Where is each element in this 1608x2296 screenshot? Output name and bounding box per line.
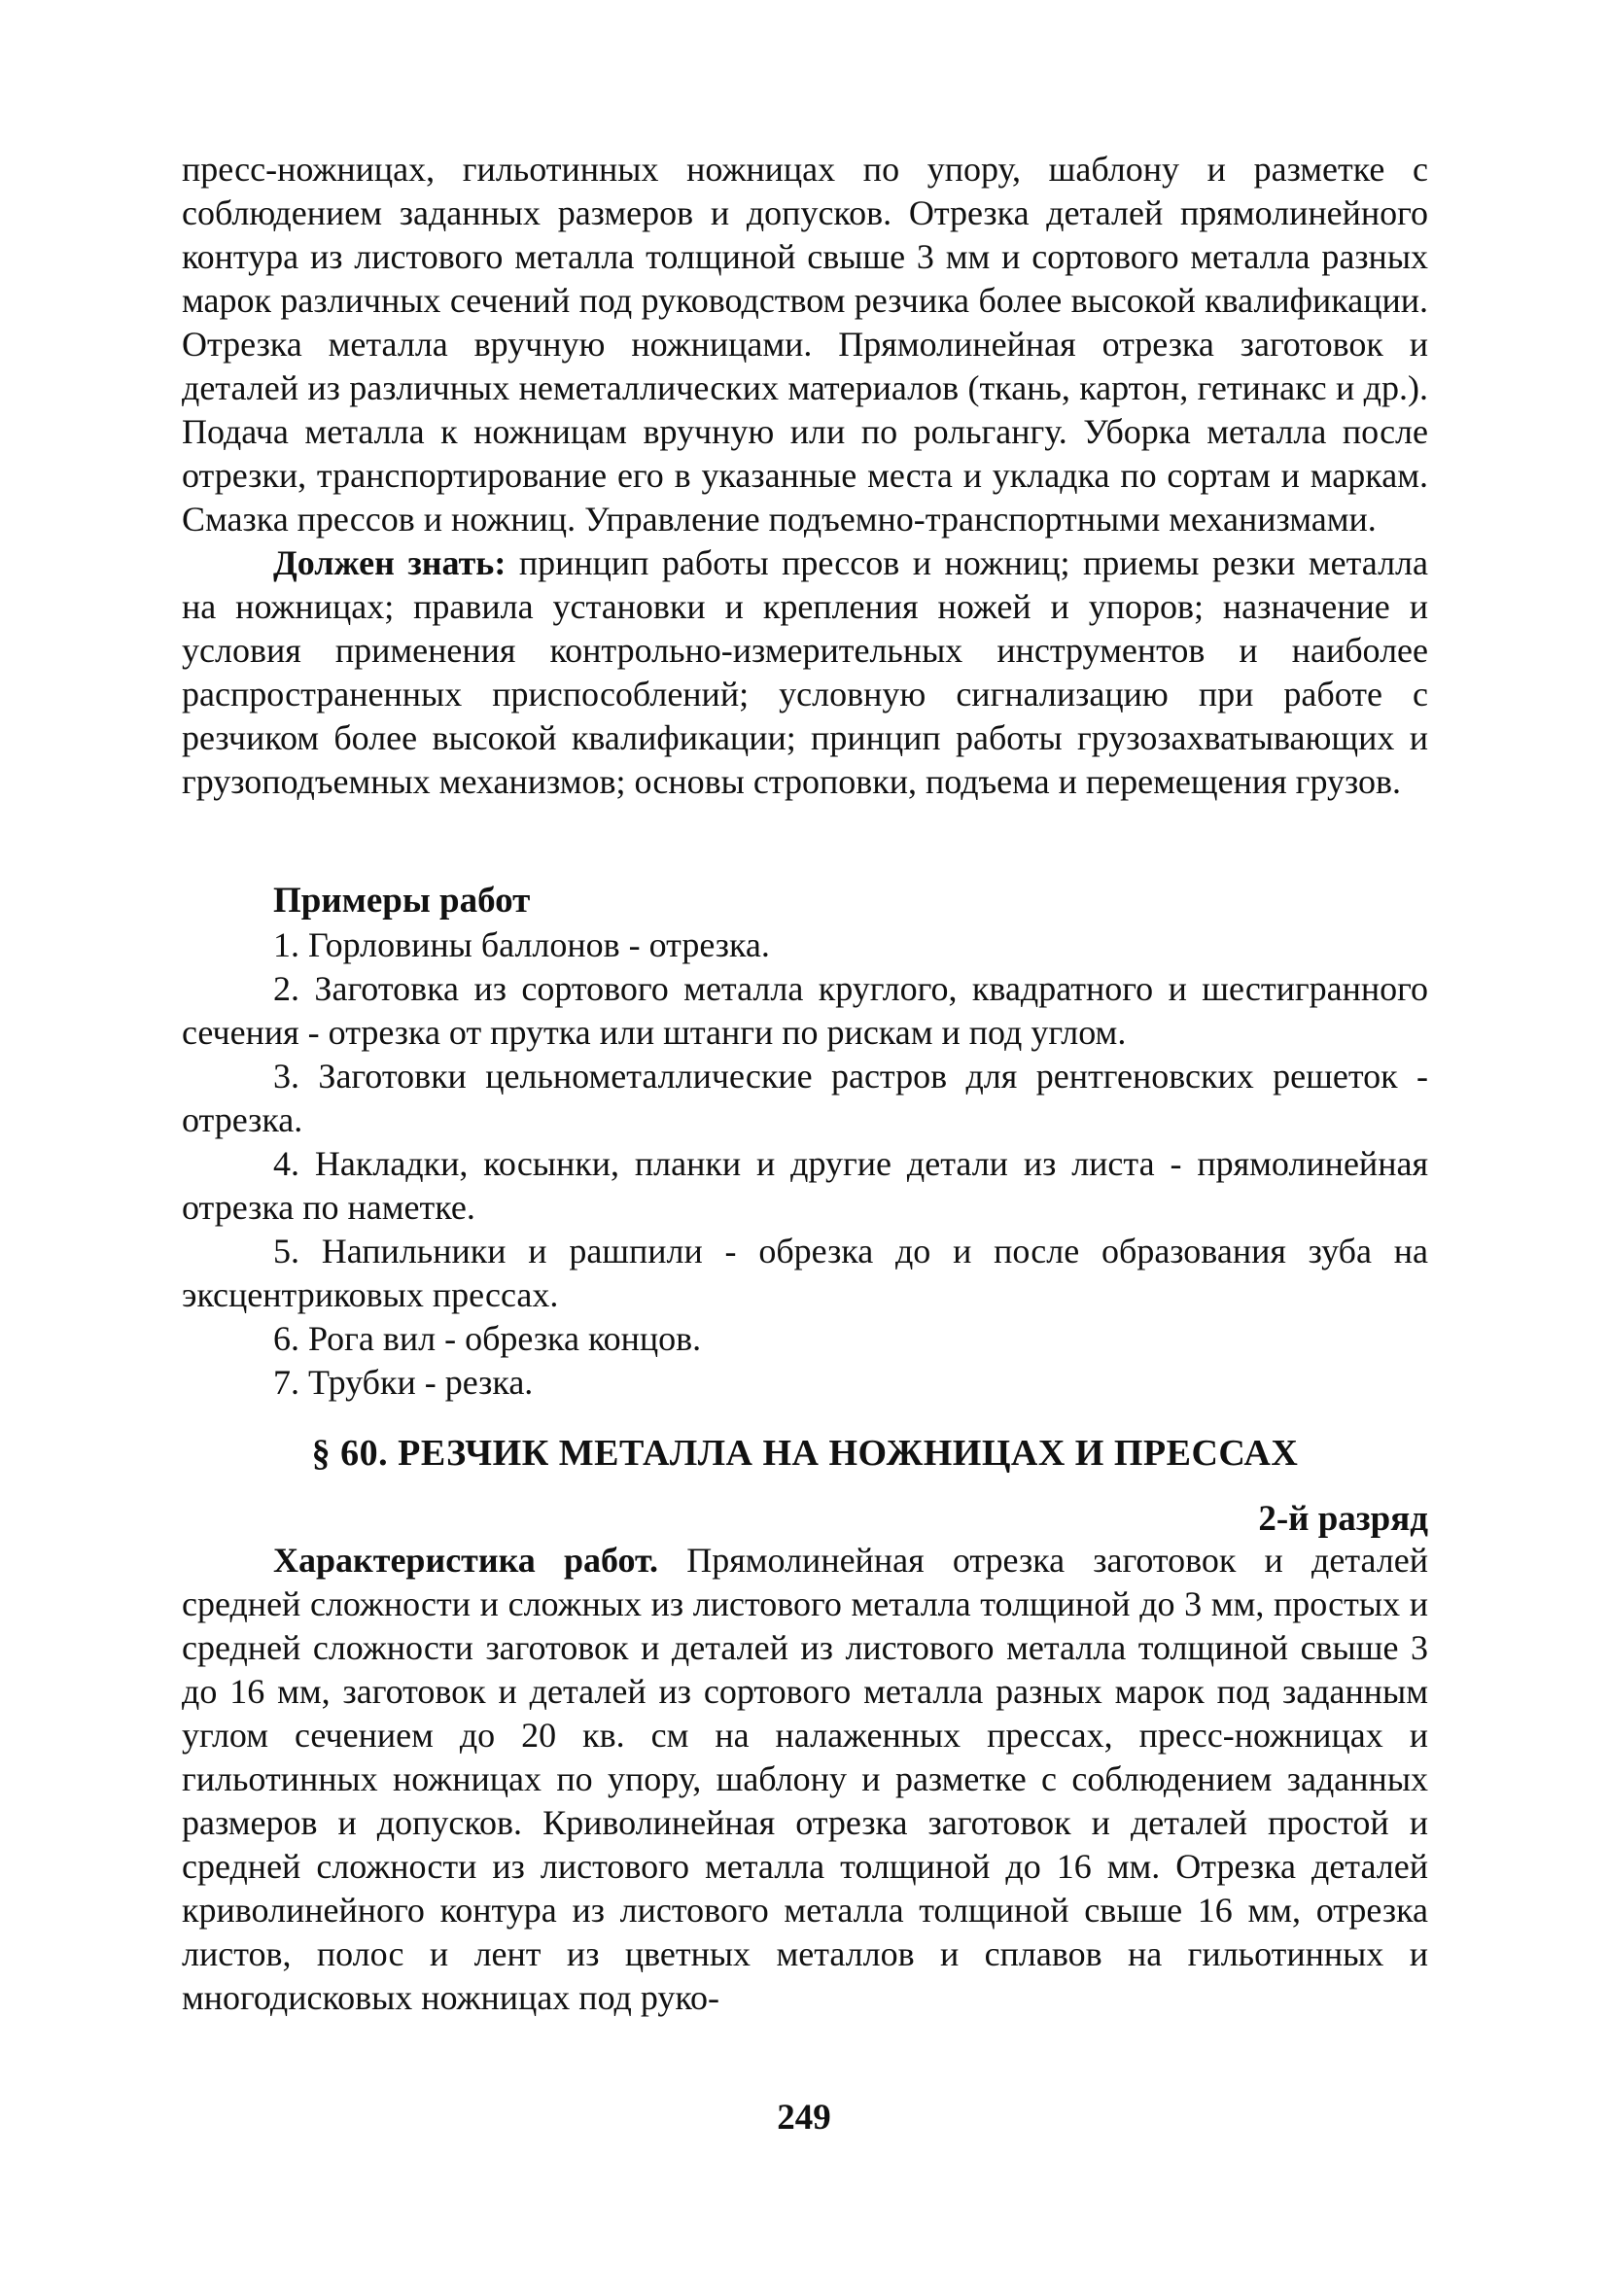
example-item: 4. Накладки, косынки, планки и другие детали из листа - прямолинейная отрезка по наметке.	[182, 1144, 1428, 1227]
example-item: 1. Горловины баллонов - отрезка.	[273, 925, 770, 964]
example-item: 2. Заготовка из сортового металла круглого, квадратного и шестигранного сечения - отрезка от прутка или штанги по рискам и под углом.	[182, 969, 1428, 1052]
section-title: § 60. РЕЗЧИК МЕТАЛЛА НА НОЖНИЦАХ И ПРЕССАХ	[311, 1433, 1299, 1474]
intro-paragraph: пресс-ножницах, гильотинных ножницах по упору, шаблону и разметке с соблюдением заданных размеров и допусков. Отрезка деталей прямолинейного контура из листового металла толщиной свыше 3 мм и сортового металла разных марок различных сечений под руководством резчика более высокой квалификации. Отрезка металла вручную ножницами. Прямолинейная отрезка заготовок и деталей из различных неметаллических материалов (ткань, картон, гетинакс и др.). Подача металла к ножницам вручную или по рольгангу. Уборка металла после отрезки, транспортирование его в указанные места и укладка по сортам и маркам. Смазка прессов и ножниц. Управление подъемно-транспортными механизмами.	[182, 150, 1428, 539]
must-know-paragraph	[182, 541, 1428, 804]
example-item: 5. Напильники и рашпили - обрезка до и после образования зуба на эксцентриковых прессах.	[182, 1232, 1428, 1314]
characteristics-paragraph	[182, 1539, 1428, 2020]
characteristics-text: Прямолинейная отрезка заготовок и деталей средней сложности и сложных из листового металла толщиной до 3 мм, простых и средней сложности заготовок и деталей из листового металла толщиной свыше 3 до 16 мм, заготовок и деталей из сортового металла разных марок под заданным углом сечением до 20 кв. см на налаженных прессах, пресс-ножницах и гильотинных ножницах по упору, шаблону и разметке с соблюдением заданных размеров и допусков. Криволинейная отрезка заготовок и деталей простой и средней сложности из листового металла толщиной до 16 мм. Отрезка деталей криволинейного контура из листового металла толщиной свыше 16 мм, отрезка листов, полос и лент из цветных металлов и сплавов на гильотинных и многодисковых ножницах под руко-	[182, 1541, 1428, 2017]
grade-label: 2-й разряд	[1258, 1499, 1428, 1539]
must-know-text: принцип работы прессов и ножниц; приемы резки металла на ножницах; правила установки и крепления ножей и упоров; назначение и условия применения контрольно-измерительных инструментов и наиболее распространенных приспособлений; условную сигнализацию при работе с резчиком более высокой квалификации; принцип работы грузозахватывающих и грузоподъемных механизмов; основы строповки, подъема и перемещения грузов.	[182, 543, 1429, 801]
example-item: 6. Рога вил - обрезка концов.	[273, 1319, 702, 1358]
examples-heading: Примеры работ	[273, 881, 531, 921]
page-number: 249	[777, 2098, 831, 2138]
must-know-label: Должен знать:	[273, 543, 507, 582]
examples-list	[182, 923, 1428, 1405]
example-item: 7. Трубки - резка.	[273, 1363, 534, 1402]
characteristics-label: Характеристика работ.	[273, 1541, 659, 1580]
main-text-block	[182, 148, 1428, 804]
characteristics-block	[182, 1539, 1428, 2020]
example-item: 3. Заготовки цельнометаллические растров для рентгеновских решеток - отрезка.	[182, 1057, 1428, 1139]
